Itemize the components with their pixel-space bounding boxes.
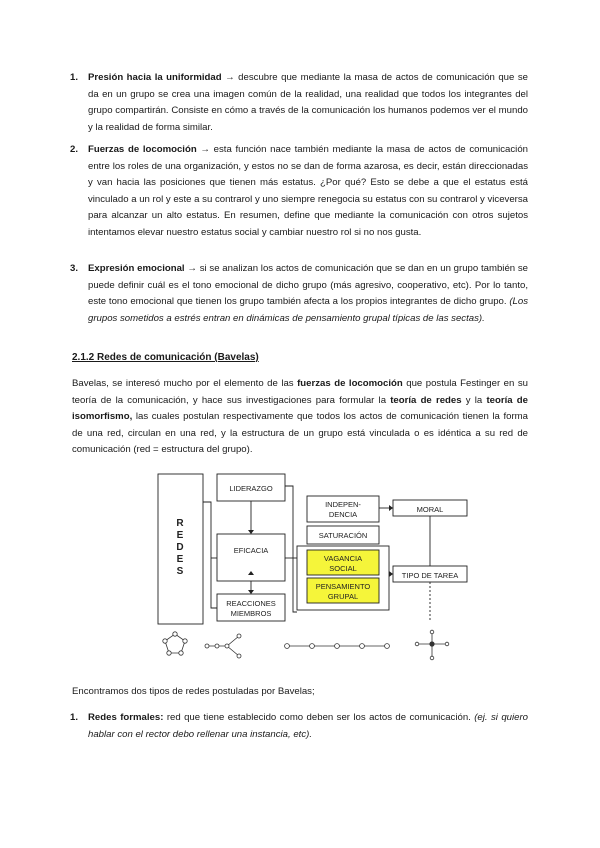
- arrow-icon: [389, 571, 393, 577]
- circle-network: [165, 634, 185, 653]
- list-number: 2.: [70, 144, 79, 155]
- item-text: → descubre que mediante la masa de actos de comunicación que se da en un grupo se crea una imagen común de la realidad, una realidad que todos los integrantes del grupo compartirán. Consiste en cómo a través de la comunicación los humanos podemos ver el mundo y la realidad de forma similar.: [88, 72, 528, 133]
- section-heading: 2.1.2 Redes de comunicación (Bavelas): [72, 352, 259, 363]
- list-number: 1.: [70, 712, 79, 723]
- item-text: → si se analizan los actos de comunicación que se dan en un grupo también se puede definir cuál es el tono emocional de dicho grupo (más agresivo, cooperativo, etc). Por lo tanto, este tono emocional que tienen los grupo también afecta a los propios integrantes de dicho grupo.: [88, 263, 529, 307]
- pensamiento-label: GRUPAL: [327, 592, 359, 601]
- moral-label: MORAL: [416, 505, 444, 514]
- independencia-label: INDEPEN-: [325, 500, 361, 509]
- item-italic-note: (ej. si quiero hablar con el rector debo rellenar una instancia, etc).: [88, 712, 528, 740]
- arrow-icon: [248, 530, 254, 534]
- redes-letter: R: [176, 518, 184, 529]
- redes-diagram: [155, 472, 525, 672]
- paragraph-text: Bavelas, se interesó mucho por el elemento de las: [72, 378, 298, 389]
- item-title: Expresión emocional: [88, 263, 185, 274]
- pensamiento-label: PENSAMIENTO: [315, 582, 371, 591]
- list-number: 3.: [70, 263, 79, 274]
- y-network: [207, 636, 239, 656]
- tipo-tarea-label: TIPO DE TAREA: [401, 571, 459, 580]
- item-text: → esta función nace también mediante la masa de actos de comunicación entre los roles de una organización, y estos no se dan de forma azarosa, es decir, están direccionadas y van hacia las posiciones que tienen más estatus. ¿Por qué? Esto se debe a que el estatus está vinculado a un rol y este a su contrarol y uno siempre renegocia su estatus con su contrarol y viceversa para alcanzar un alto estatus. En resumen, define que mediante la comunicación con otros sujetos intentamos elevar nuestro estatus social y cambiar nuestro rol si no nos gusta.: [88, 144, 528, 238]
- item-title: Presión hacia la uniformidad: [88, 72, 222, 83]
- saturacion-label: SATURACIÓN: [318, 531, 368, 540]
- term-fuerzas: fuerzas de locomoción: [297, 378, 403, 389]
- list-item-expresion: [70, 261, 529, 327]
- connector: [285, 486, 297, 612]
- paragraph-text: y la: [461, 394, 487, 406]
- term-isomorfismo: teoría de isomorfismo,: [72, 394, 528, 422]
- list-item-presion: [70, 70, 528, 136]
- item-title: Redes formales:: [88, 712, 164, 723]
- liderazgo-label: LIDERAZGO: [229, 484, 273, 493]
- redes-intro: Encontramos dos tipos de redes postuladas por Bavelas;: [72, 686, 315, 697]
- redes-letter: S: [176, 566, 184, 577]
- list-item-redes-formales: [70, 710, 528, 743]
- list-number: 1.: [70, 72, 79, 83]
- reacciones-label: MIEMBROS: [230, 609, 272, 618]
- item-italic-note: (Los grupos sometidos a estrés entran en dinámicas de pensamiento grupal típicas de las sectas).: [88, 296, 528, 324]
- eficacia-label: EFICACIA: [233, 546, 269, 555]
- vagancia-label: SOCIAL: [329, 564, 357, 573]
- redes-letter: E: [176, 530, 184, 541]
- paragraph-text: las cuales postulan respectivamente que todos los actos de comunicación tienen la forma de una red, circulan en una red, y la estructura de un grupo está vinculada o es idéntica a su red de comunicación (red = estructura del grupo).: [72, 411, 528, 455]
- independencia-label: DENCIA: [328, 510, 358, 519]
- term-teoria-redes: teoría de redes: [390, 394, 462, 406]
- arrow-icon: [389, 505, 393, 511]
- bavelas-paragraph: [72, 376, 528, 459]
- connector: [203, 502, 217, 608]
- item-title: Fuerzas de locomoción: [88, 144, 197, 155]
- list-item-fuerzas: [70, 142, 528, 241]
- reacciones-label: REACCIONES: [226, 599, 276, 608]
- item-text: red que tiene establecido como deben ser los actos de comunicación.: [163, 712, 475, 723]
- paragraph-text: que postula Festinger en su teoría de la comunicación, y hace sus investigaciones para formular la: [72, 378, 528, 406]
- vagancia-label: VAGANCIA: [323, 554, 363, 563]
- arrow-icon: [248, 571, 254, 575]
- arrow-icon: [248, 590, 254, 594]
- redes-letter: E: [176, 554, 184, 565]
- redes-letter: D: [176, 542, 184, 553]
